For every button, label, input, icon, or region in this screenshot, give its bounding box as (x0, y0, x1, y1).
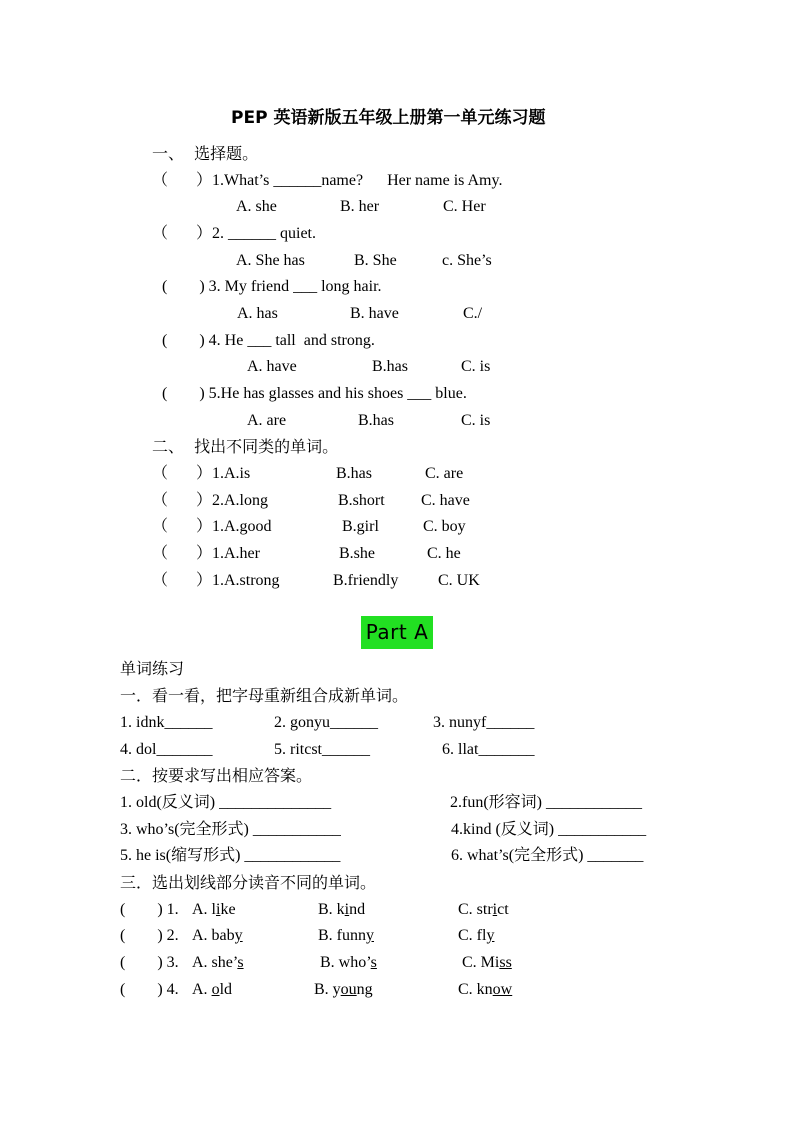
option-a: A. she (236, 198, 277, 215)
question-3: ( ) 3. My friend ___ long hair. (162, 278, 382, 295)
option-b: B.has (358, 412, 394, 429)
part2-heading: 二．按要求写出相应答案。 (120, 766, 313, 785)
unscramble-1: 1. idnk______ (120, 714, 213, 731)
unscramble-4: 4. dol_______ (120, 741, 213, 758)
odd-item-3: （ ）1.A.good (152, 518, 272, 535)
phonics-option-c: C. Miss (462, 954, 512, 971)
phonics-option-b: B. young (314, 981, 373, 998)
answer-row-2-right: 4.kind (反义词) ___________ (451, 821, 647, 838)
answer-row-2-left: 3. who’s(完全形式) ___________ (120, 821, 341, 838)
option-b: B. She (354, 252, 397, 269)
answer-row-3-left: 5. he is(缩写形式) ____________ (120, 847, 341, 864)
odd-item-1-c: C. are (425, 465, 464, 482)
phonics-option-a: A. she’s (192, 954, 244, 971)
phonics-option-b: B. kind (318, 901, 366, 918)
odd-item-3-c: C. boy (423, 518, 466, 535)
page-title: PEP 英语新版五年级上册第一单元练习题 (231, 108, 546, 128)
option-c: c. She’s (442, 252, 492, 269)
odd-item-1-b: B.has (336, 465, 372, 482)
option-c: C. Her (443, 198, 486, 215)
option-c: C. is (461, 412, 491, 429)
phonics-option-b: B. who’s (320, 954, 377, 971)
phonics-option-c: C. know (458, 981, 513, 998)
phonics-option-c: C. strict (458, 901, 509, 918)
answer-row-3-right: 6. what’s(完全形式) _______ (451, 847, 644, 864)
odd-item-2-b: B.short (338, 492, 385, 509)
part1-heading: 一．看一看，把字母重新组合成新单词。 (120, 686, 409, 705)
option-a: A. She has (236, 252, 305, 269)
question-1: （ ）1.What’s ______name? Her name is Amy. (152, 172, 503, 189)
odd-item-1: （ ）1.A.is (152, 465, 251, 482)
part3-heading: 三．选出划线部分读音不同的单词。 (120, 873, 377, 892)
option-b: B.has (372, 358, 408, 375)
odd-item-4-c: C. he (427, 545, 461, 562)
unscramble-3: 3. nunyf______ (433, 714, 535, 731)
odd-item-4: （ ）1.A.her (152, 545, 260, 562)
option-c: C./ (463, 305, 483, 322)
phonics-row-2: ( ) 2. (120, 927, 179, 944)
phonics-option-a: A. like (192, 901, 236, 918)
odd-item-4-b: B.she (339, 545, 375, 562)
phonics-row-1: ( ) 1. (120, 901, 179, 918)
unscramble-5: 5. ritcst______ (274, 741, 370, 758)
odd-item-5-b: B.friendly (333, 572, 399, 589)
question-2: （ ）2. ______ quiet. (152, 225, 316, 242)
part-a-banner: Part A (361, 616, 433, 649)
phonics-option-c: C. fly (458, 927, 495, 944)
odd-item-5-c: C. UK (438, 572, 480, 589)
option-c: C. is (461, 358, 491, 375)
phonics-option-a: A. old (192, 981, 233, 998)
section-heading-choice: 一、 选择题。 (152, 144, 259, 163)
option-a: A. are (247, 412, 287, 429)
option-b: B. have (350, 305, 399, 322)
option-a: A. have (247, 358, 297, 375)
unscramble-6: 6. llat_______ (442, 741, 535, 758)
phonics-row-3: ( ) 3. (120, 954, 179, 971)
odd-item-2-c: C. have (421, 492, 470, 509)
odd-item-3-b: B.girl (342, 518, 379, 535)
unscramble-2: 2. gonyu______ (274, 714, 378, 731)
section-heading-odd-one-out: 二、 找出不同类的单词。 (152, 437, 339, 456)
phonics-row-4: ( ) 4. (120, 981, 179, 998)
vocab-heading: 单词练习 (120, 659, 185, 678)
question-5: ( ) 5.He has glasses and his shoes ___ blue. (162, 385, 467, 402)
answer-row-1-right: 2.fun(形容词) ____________ (450, 794, 642, 811)
option-a: A. has (237, 305, 278, 322)
odd-item-5: （ ）1.A.strong (152, 572, 280, 589)
phonics-option-a: A. baby (192, 927, 243, 944)
odd-item-2: （ ）2.A.long (152, 492, 269, 509)
option-b: B. her (340, 198, 380, 215)
question-4: ( ) 4. He ___ tall and strong. (162, 332, 375, 349)
phonics-option-b: B. funny (318, 927, 374, 944)
answer-row-1-left: 1. old(反义词) ______________ (120, 794, 332, 811)
